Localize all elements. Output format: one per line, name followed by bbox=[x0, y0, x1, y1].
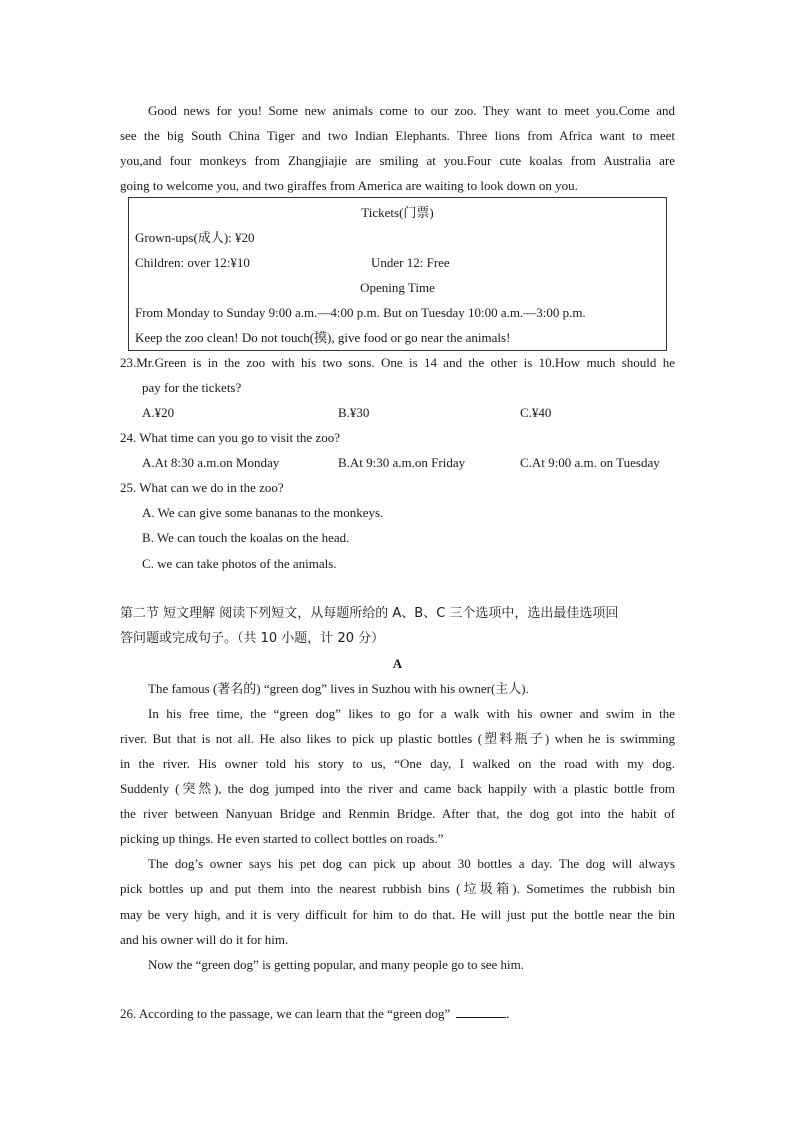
q25-option-c: C. we can take photos of the animals. bbox=[142, 556, 337, 571]
q25-option-b: B. We can touch the koalas on the head. bbox=[142, 530, 350, 545]
question-24: 24. What time can you go to visit the zoo? bbox=[120, 430, 340, 445]
passage-p2-line-2: river. But that is not all. He also likes to pick up plastic bottles (塑料瓶子) when he is swimming bbox=[120, 731, 675, 746]
opening-hours: From Monday to Sunday 9:00 a.m.—4:00 p.m. But on Tuesday 10:00 a.m.—3:00 p.m. bbox=[135, 305, 586, 320]
passage-p2-line-6: picking up things. He even started to collect bottles on roads.” bbox=[120, 831, 444, 846]
passage-label: A bbox=[392, 656, 403, 671]
q24-option-c: C.At 9:00 a.m. on Tuesday bbox=[520, 455, 660, 470]
grown-ups-price: Grown-ups(成人): ¥20 bbox=[135, 230, 255, 245]
q24-option-b: B.At 9:30 a.m.on Friday bbox=[338, 455, 466, 470]
passage-p2-line-1: In his free time, the “green dog” likes to go for a walk with his owner and swim in the bbox=[148, 706, 675, 721]
section-2-instructions-line-2: 答问题或完成句子。（共 10 小题，计 20 分） bbox=[120, 631, 385, 646]
passage-p3-line-1: The dog’s owner says his pet dog can pick up about 30 bottles a day. The dog will always bbox=[148, 856, 675, 871]
question-23-line-1: 23.Mr.Green is in the zoo with his two sons. One is 14 and the other is 10.How much should he bbox=[120, 355, 675, 370]
q25-option-a: A. We can give some bananas to the monkeys. bbox=[142, 505, 384, 520]
passage-paragraph-1: The famous (著名的) “green dog” lives in Suzhou with his owner(主人). bbox=[148, 681, 529, 696]
zoo-rules: Keep the zoo clean! Do not touch(摸), give food or go near the animals! bbox=[135, 330, 511, 345]
passage-p3-line-2: pick bottles up and put them into the nearest rubbish bins (垃圾箱). Sometimes the rubbish bin bbox=[120, 881, 675, 896]
q23-option-b: B.¥30 bbox=[338, 405, 370, 420]
passage-p3-line-4: and his owner will do it for him. bbox=[120, 932, 289, 947]
notice-line-3: you,and four monkeys from Zhangjiajie are smiling at you.Four cute koalas from Australia are bbox=[120, 153, 675, 168]
passage-p2-line-5: the river between Nanyuan Bridge and Renmin Bridge. After that, the dog got into the habit of bbox=[120, 806, 675, 821]
q23-option-c: C.¥40 bbox=[520, 405, 552, 420]
notice-line-2: see the big South China Tiger and two Indian Elephants. Three lions from Africa want to meet bbox=[120, 128, 675, 143]
answer-blank[interactable] bbox=[456, 1005, 506, 1018]
question-26-text: 26. According to the passage, we can learn that the “green dog” bbox=[120, 1006, 451, 1021]
children-price: Children: over 12:¥10 bbox=[135, 255, 250, 270]
notice-line-1: Good news for you! Some new animals come to our zoo. They want to meet you.Come and bbox=[148, 103, 675, 118]
question-26-end: . bbox=[506, 1006, 510, 1021]
q24-option-a: A.At 8:30 a.m.on Monday bbox=[142, 455, 280, 470]
section-2-instructions-line-1: 第二节 短文理解 阅读下列短文，从每题所给的 A、B、C 三个选项中，选出最佳选项回 bbox=[120, 606, 619, 621]
under-12-price: Under 12: Free bbox=[371, 255, 450, 270]
passage-paragraph-4: Now the “green dog” is getting popular, and many people go to see him. bbox=[148, 957, 525, 972]
passage-p2-line-3: in the river. His owner told his story to us, “One day, I walked on the road with my dog. bbox=[120, 756, 675, 771]
ticket-box bbox=[128, 197, 667, 351]
question-25: 25. What can we do in the zoo? bbox=[120, 480, 284, 495]
passage-p2-line-4: Suddenly (突然), the dog jumped into the river and came back happily with a plastic bottle from bbox=[120, 781, 675, 796]
tickets-title: Tickets(门票) bbox=[361, 205, 434, 220]
opening-time-title: Opening Time bbox=[360, 280, 435, 295]
passage-p3-line-3: may be very high, and it is very difficult for him to do that. He will just put the bottle near the bin bbox=[120, 907, 675, 922]
question-23-line-2: pay for the tickets? bbox=[142, 380, 242, 395]
question-26 bbox=[120, 1005, 675, 1023]
notice-line-4: going to welcome you, and two giraffes from America are waiting to look down on you. bbox=[120, 178, 578, 193]
q23-option-a: A.¥20 bbox=[142, 405, 175, 420]
